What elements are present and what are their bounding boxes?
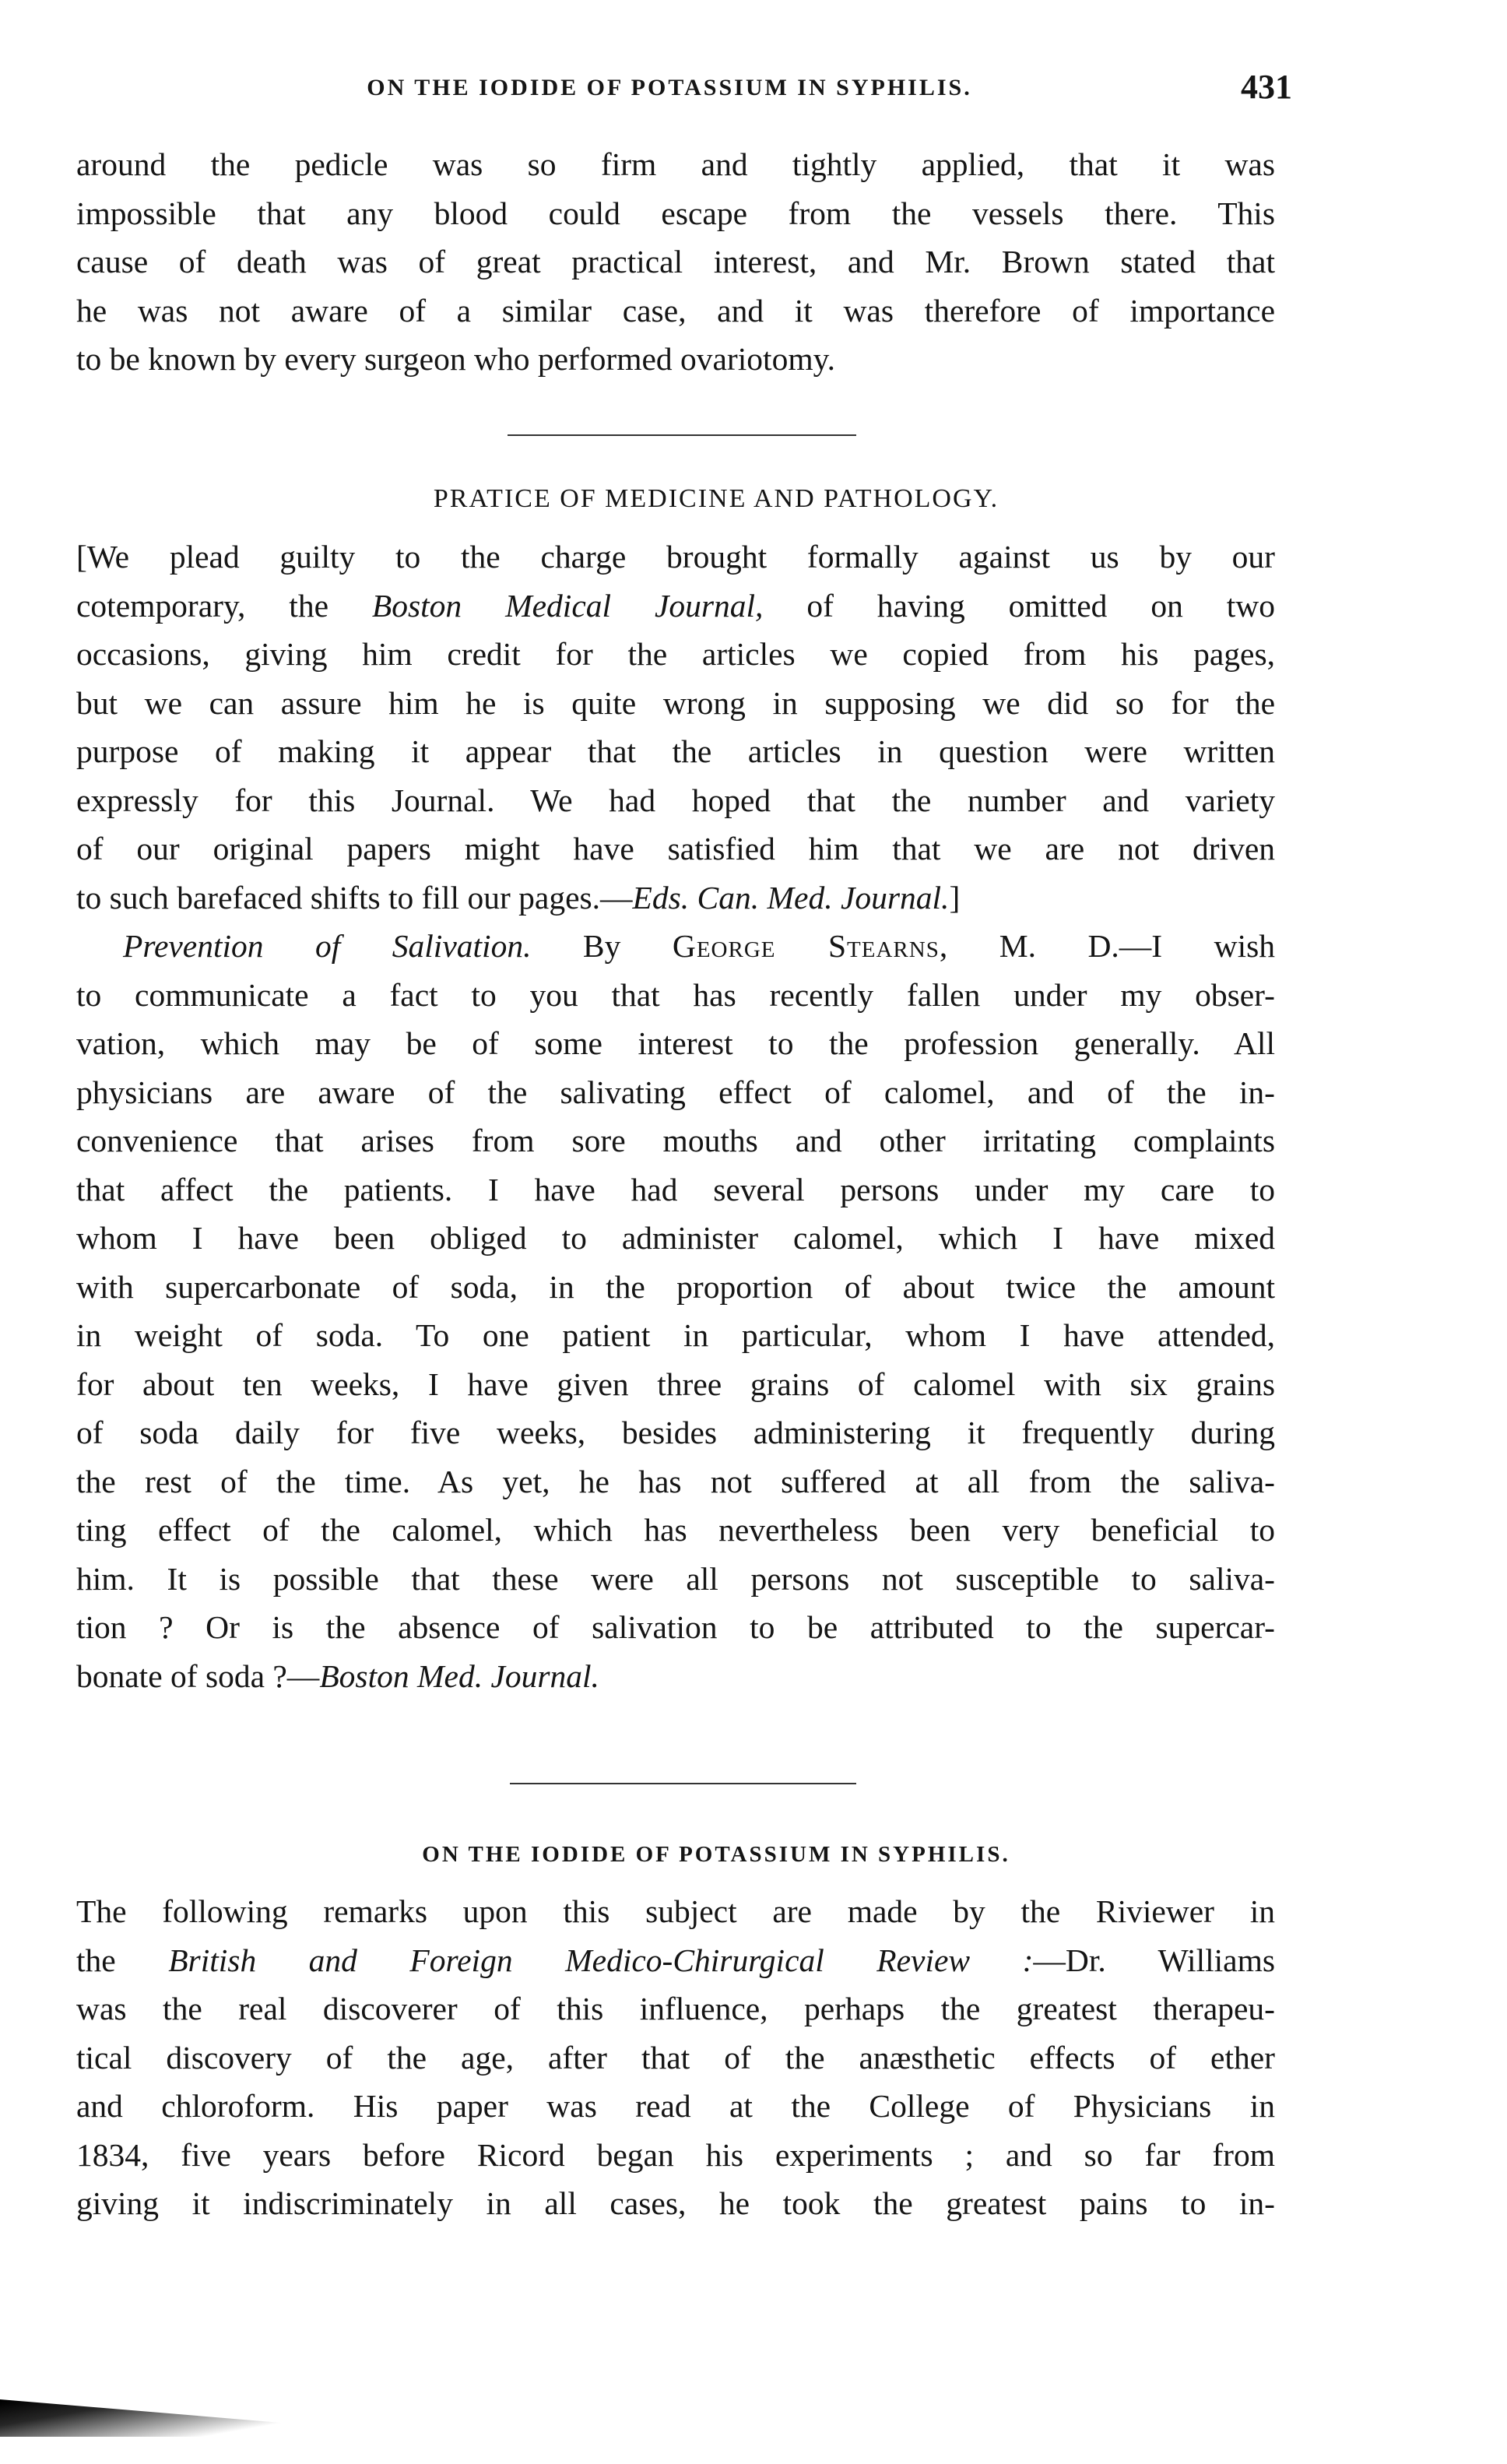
section-heading-medicine: PRATICE OF MEDICINE AND PATHOLOGY. xyxy=(433,484,999,513)
text-line: convenience that arises from sore mouths and other irritating complaints xyxy=(76,1123,1275,1158)
text-line: he was not aware of a similar case, and it was therefore of importance xyxy=(76,292,1275,329)
text-line: ting effect of the calomel, which has nevertheless been very beneficial to xyxy=(76,1512,1275,1548)
iodide-article xyxy=(76,1887,1275,2228)
text-line: the rest of the time. As yet, he has not suffered at all from the saliva- xyxy=(76,1463,1275,1499)
text-line: tion ? Or is the absence of salivation to be attributed to the supercar- xyxy=(76,1609,1275,1645)
text-line: vation, which may be of some interest to the profession generally. All xyxy=(76,1025,1275,1061)
text-line: of our original papers might have satisfied him that we are not driven xyxy=(76,831,1275,866)
text-line: cause of death was of great practical interest, and Mr. Brown stated that xyxy=(76,244,1275,279)
journal-name: Boston Medical Journal, xyxy=(371,587,764,624)
text-line: in weight of soda. To one patient in particular, whom I have attended, xyxy=(76,1317,1275,1353)
text-line: giving it indiscriminately in all cases, he took the greatest pains to in- xyxy=(76,2185,1275,2221)
text-line: impossible that any blood could escape from the vessels there. This xyxy=(76,195,1275,231)
text-line: bonate of soda ?—Boston Med. Journal. xyxy=(76,1657,599,1694)
continuation-paragraph xyxy=(76,140,1275,384)
text-line: with supercarbonate of soda, in the proportion of about twice the amount xyxy=(76,1268,1275,1305)
salivation-article xyxy=(76,922,1275,1700)
text-line: to be known by every surgeon who performed ovariotomy. xyxy=(76,341,836,377)
text-line: The following remarks upon this subject are made by the Riviewer in xyxy=(76,1893,1275,1929)
section-divider xyxy=(508,434,856,436)
text-line: [We plead guilty to the charge brought formally against us by our xyxy=(76,539,1275,575)
text-line: of soda daily for five weeks, besides administering it frequently during xyxy=(76,1415,1275,1450)
page-number: 431 xyxy=(1241,68,1292,106)
text-line: to such barefaced shifts to fill our pages.—Eds. Can. Med. Journal.] xyxy=(76,879,961,916)
text-line: the British and Foreign Medico-Chirurgical Review :—Dr. Williams xyxy=(76,1942,1276,1978)
text-line: him. It is possible that these were all persons not susceptible to saliva- xyxy=(76,1560,1275,1597)
section-divider xyxy=(510,1783,856,1784)
review-name: British and Foreign Medico-Chirurgical Review : xyxy=(168,1942,1034,1978)
text-line: cotemporary, the Boston Medical Journal, of having omitted on two xyxy=(76,587,1275,624)
text-line: and chloroform. His paper was read at the College of Physicians in xyxy=(76,2088,1275,2124)
text-line: but we can assure him he is quite wrong in supposing we did so for the xyxy=(76,684,1275,721)
article-title: Prevention of Salivation. xyxy=(123,928,532,964)
editor-note xyxy=(76,533,1275,922)
text-line: occasions, giving him credit for the articles we copied from his pages, xyxy=(76,636,1275,672)
editors-signature: Eds. Can. Med. Journal. xyxy=(632,879,950,916)
text-line: to communicate a fact to you that has recently fallen under my obser- xyxy=(76,976,1275,1013)
text-line: physicians are aware of the salivating effect of calomel, and of the in- xyxy=(76,1074,1275,1110)
running-title: ON THE IODIDE OF POTASSIUM IN SYPHILIS. xyxy=(367,75,972,100)
scan-edge-shadow xyxy=(0,2390,405,2437)
author-name: George Stearns xyxy=(672,928,940,964)
text-line: tical discovery of the age, after that of the anæsthetic effects of ether xyxy=(76,2039,1275,2076)
text-line: Prevention of Salivation. By George Stearns, M. D.—I wish xyxy=(123,928,1276,964)
text-line: was the real discoverer of this influence, perhaps the greatest therapeu- xyxy=(76,1991,1275,2026)
text-line: 1834, five years before Ricord began his experiments ; and so far from xyxy=(76,2136,1275,2173)
text-line: for about ten weeks, I have given three grains of calomel with six grains xyxy=(76,1366,1275,1402)
section-heading-iodide: ON THE IODIDE OF POTASSIUM IN SYPHILIS. xyxy=(422,1842,1010,1867)
text-line: around the pedicle was so firm and tightly applied, that it was xyxy=(76,146,1275,182)
text-line: that affect the patients. I have had several persons under my care to xyxy=(76,1171,1275,1207)
text-line: whom I have been obliged to administer calomel, which I have mixed xyxy=(76,1220,1275,1256)
text-line: expressly for this Journal. We had hoped that the number and variety xyxy=(76,782,1275,818)
source-journal: Boston Med. Journal. xyxy=(319,1657,599,1694)
text-line: purpose of making it appear that the articles in question were written xyxy=(76,733,1275,769)
